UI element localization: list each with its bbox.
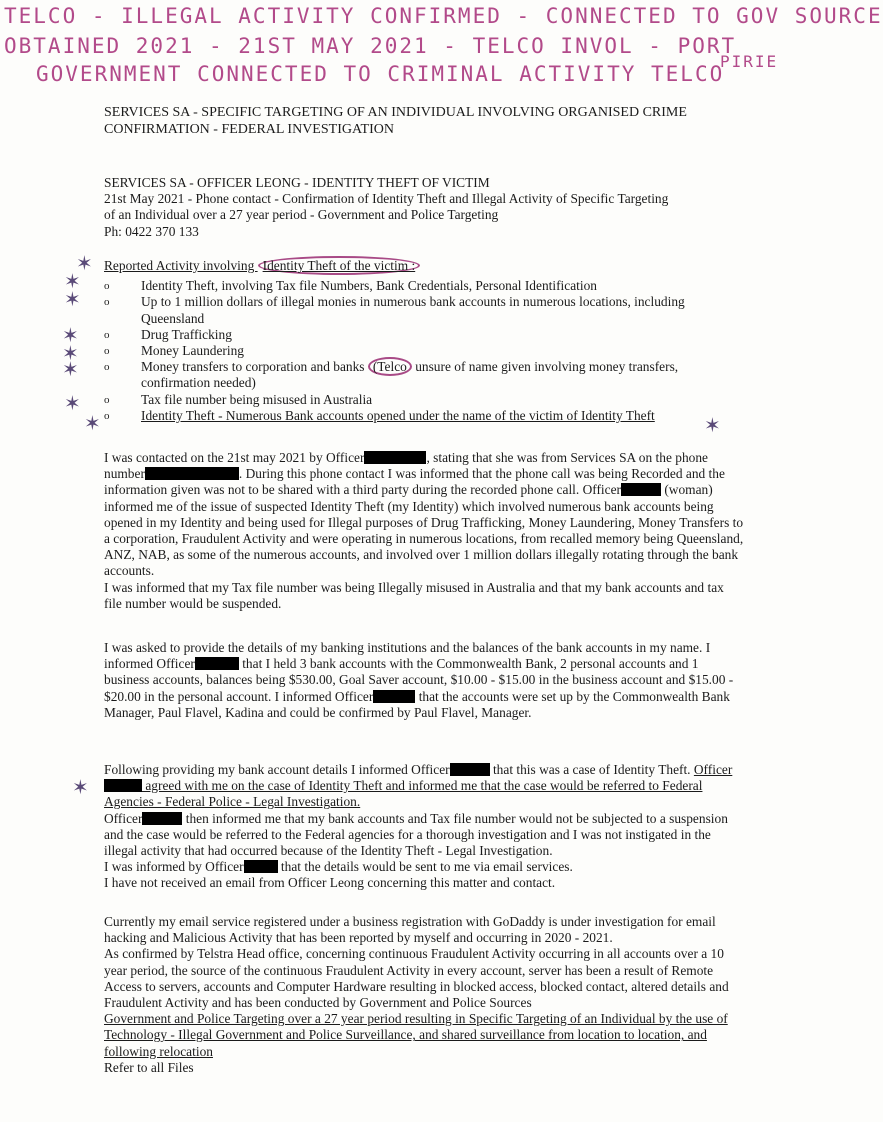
p1-text-2: , stating that she was from Services SA on the phone number — [104, 450, 708, 482]
section-header — [104, 175, 744, 240]
star-mark-icon: ✶ — [62, 359, 79, 381]
p1-text-4: (woman) informed me of the issue of suspected Identity Theft (my Identity) which involved numerous bank accounts being opened in my Identity and being used for Illegal purposes of Drug Trafficking, Money Laundering, Money Transfers to a corporation, Fraudulent Activity and were operating in numerous locations, from recalled memory being Queensland, ANZ, NAB, as some of the numerous accounts, and involved over 1 million dollars illegally rotating through the bank accounts. — [104, 482, 744, 579]
handwritten-note-line-2: OBTAINED 2021 - 21ST MAY 2021 - TELCO INVOL - PORT — [4, 34, 737, 58]
list-item: o Drug Trafficking — [104, 327, 744, 343]
redaction-bar — [364, 451, 426, 464]
p1-text-5: I was informed that my Tax file number was being Illegally misused in Australia and that my bank accounts and tax file number would be suspended. — [104, 579, 724, 611]
redaction-bar — [450, 763, 490, 776]
list-item — [104, 359, 744, 391]
phone-number: Ph: 0422 370 133 — [104, 223, 199, 239]
redaction-bar — [145, 467, 239, 480]
document-title — [104, 104, 764, 138]
paragraph-referral — [104, 762, 744, 892]
star-mark-icon: ✶ — [62, 325, 79, 347]
p1-text-3: . During this phone contact I was informed that the phone call was being Recorded and the information given was not to be shared with a third party during the recorded phone call. Officer — [104, 466, 725, 498]
star-mark-icon: ✶ — [704, 415, 721, 437]
list-item: o Identity Theft, involving Tax file Numbers, Bank Credentials, Personal Identification — [104, 278, 744, 294]
list-item: o Money Laundering — [104, 343, 744, 359]
activity-5-rest: unsure of name given involving money transfers, confirmation needed) — [141, 359, 679, 391]
activity-list — [104, 278, 744, 424]
title-line-2: CONFIRMATION - FEDERAL INVESTIGATION — [104, 122, 394, 137]
redaction-bar — [142, 812, 182, 825]
list-item: o Tax file number being misused in Australia — [104, 392, 744, 408]
p4-text-2: As confirmed by Telstra Head office, concerning continuous Fraudulent Activity occurring in all accounts over a 10 year period, the source of the continuous Fraudulent Activity in every account, server has been a result of Remote Access to servers, accounts and Computer Hardware resulting in blocked access, blocked contact, altered details and Fraudulent Activity and has been conducted by Government and Police Sources — [104, 946, 729, 1011]
p4-text-3: Government and Police Targeting over a 27 year period resulting in Specific Targeting of an Individual by the use of Technology - Illegal Government and Police Surveillance, and shared surveillance from location to location, and following relocation — [104, 1011, 728, 1059]
star-mark-icon: ✶ — [84, 413, 101, 435]
p3-text-1: Following providing my bank account details I informed Officer — [104, 762, 450, 777]
p3-text-8: that the details would be sent to me via email services. — [277, 859, 573, 875]
star-mark-icon: ✶ — [62, 343, 79, 365]
list-item: o Identity Theft - Numerous Bank accounts opened under the name of the victim of Identity Theft — [104, 408, 744, 424]
activity-heading — [104, 258, 744, 274]
handwritten-note-line-4: GOVERNMENT CONNECTED TO CRIMINAL ACTIVITY TELCO — [36, 62, 725, 86]
star-mark-icon: ✶ — [72, 777, 89, 799]
redaction-bar — [244, 860, 278, 873]
handwritten-note-line-3: PIRIE — [720, 52, 779, 71]
activity-heading-text: Reported Activity involving — [104, 258, 258, 273]
reported-activity-section — [104, 258, 744, 424]
p2-text-1: I was asked to provide the details of my banking institutions and the balances of the bank accounts in my name. I informed Officer — [104, 640, 711, 672]
p3-text-7: I was informed by Officer — [104, 859, 244, 875]
activity-heading-circled: Identity Theft of the victim : — [258, 256, 421, 275]
p2-text-2: that I held 3 bank accounts with the Commonwealth Bank, 2 personal accounts and 1 business accounts, balances being $530.00, Goal Saver account, $10.00 - $15.00 in the business account and $15.00 - $20.00 in the personal account. I informed Officer — [104, 656, 734, 704]
p3-text-2: that this was a case of Identity Theft. — [489, 762, 694, 777]
paragraph-contact — [104, 450, 744, 612]
star-mark-icon: ✶ — [64, 271, 81, 293]
p1-text-1: I was contacted on the 21st may 2021 by Officer — [104, 450, 365, 465]
contact-line-1: 21st May 2021 - Phone contact - Confirmation of Identity Theft and Illegal Activity of Specific Targeting — [104, 191, 669, 207]
redaction-bar — [621, 483, 661, 496]
p4-text-4: Refer to all Files — [104, 1059, 194, 1075]
title-line-1: SERVICES SA - SPECIFIC TARGETING OF AN INDIVIDUAL INVOLVING ORGANISED CRIME — [104, 105, 687, 120]
handwritten-note-line-1: TELCO - ILLEGAL ACTIVITY CONFIRMED - CONNECTED TO GOV SOURCE — [4, 4, 883, 28]
p3-text-9: I have not received an email from Officer Leong concerning this matter and contact. — [104, 875, 556, 891]
p3-text-5: Officer — [104, 810, 143, 826]
star-mark-icon: ✶ — [64, 393, 81, 415]
section-heading: SERVICES SA - OFFICER LEONG - IDENTITY THEFT OF VICTIM — [104, 175, 490, 190]
activity-5-text: Money transfers to corporation and banks — [141, 359, 368, 375]
p4-text-1: Currently my email service registered under a business registration with GoDaddy is under investigation for email hacking and Malicious Activity that has been reported by myself and occurring in 2020 - 2021. — [104, 914, 716, 946]
redaction-bar — [373, 690, 415, 703]
redaction-bar — [104, 779, 142, 792]
p3-text-6: then informed me that my bank accounts and Tax file number would not be subjected to a suspension and the case would be referred to the Federal agencies for a thorough investigation and I was not instigated in the illegal activity that had occurred because of the Identity Theft - Legal Investigation. — [104, 810, 728, 859]
p3-text-4: agreed with me on the case of Identity Theft and informed me that the case would be referred to Federal Agencies - Federal Police - Legal Investigation. — [104, 778, 703, 810]
p2-text-3: that the accounts were set up by the Commonwealth Bank Manager, Paul Flavel, Kadina and could be confirmed by Paul Flavel, Manager. — [104, 688, 730, 720]
redaction-bar — [195, 657, 239, 670]
p3-text-3: Officer — [693, 762, 733, 777]
telco-circled: (Telco — [368, 357, 412, 376]
star-mark-icon: ✶ — [64, 289, 81, 311]
contact-line-2: of an Individual over a 27 year period - Government and Police Targeting — [104, 207, 499, 223]
paragraph-banking — [104, 640, 744, 721]
list-item: o Up to 1 million dollars of illegal monies in numerous bank accounts in numerous locations, including Queensland — [104, 294, 744, 326]
star-mark-icon: ✶ — [76, 253, 93, 275]
paragraph-email — [104, 914, 744, 1076]
